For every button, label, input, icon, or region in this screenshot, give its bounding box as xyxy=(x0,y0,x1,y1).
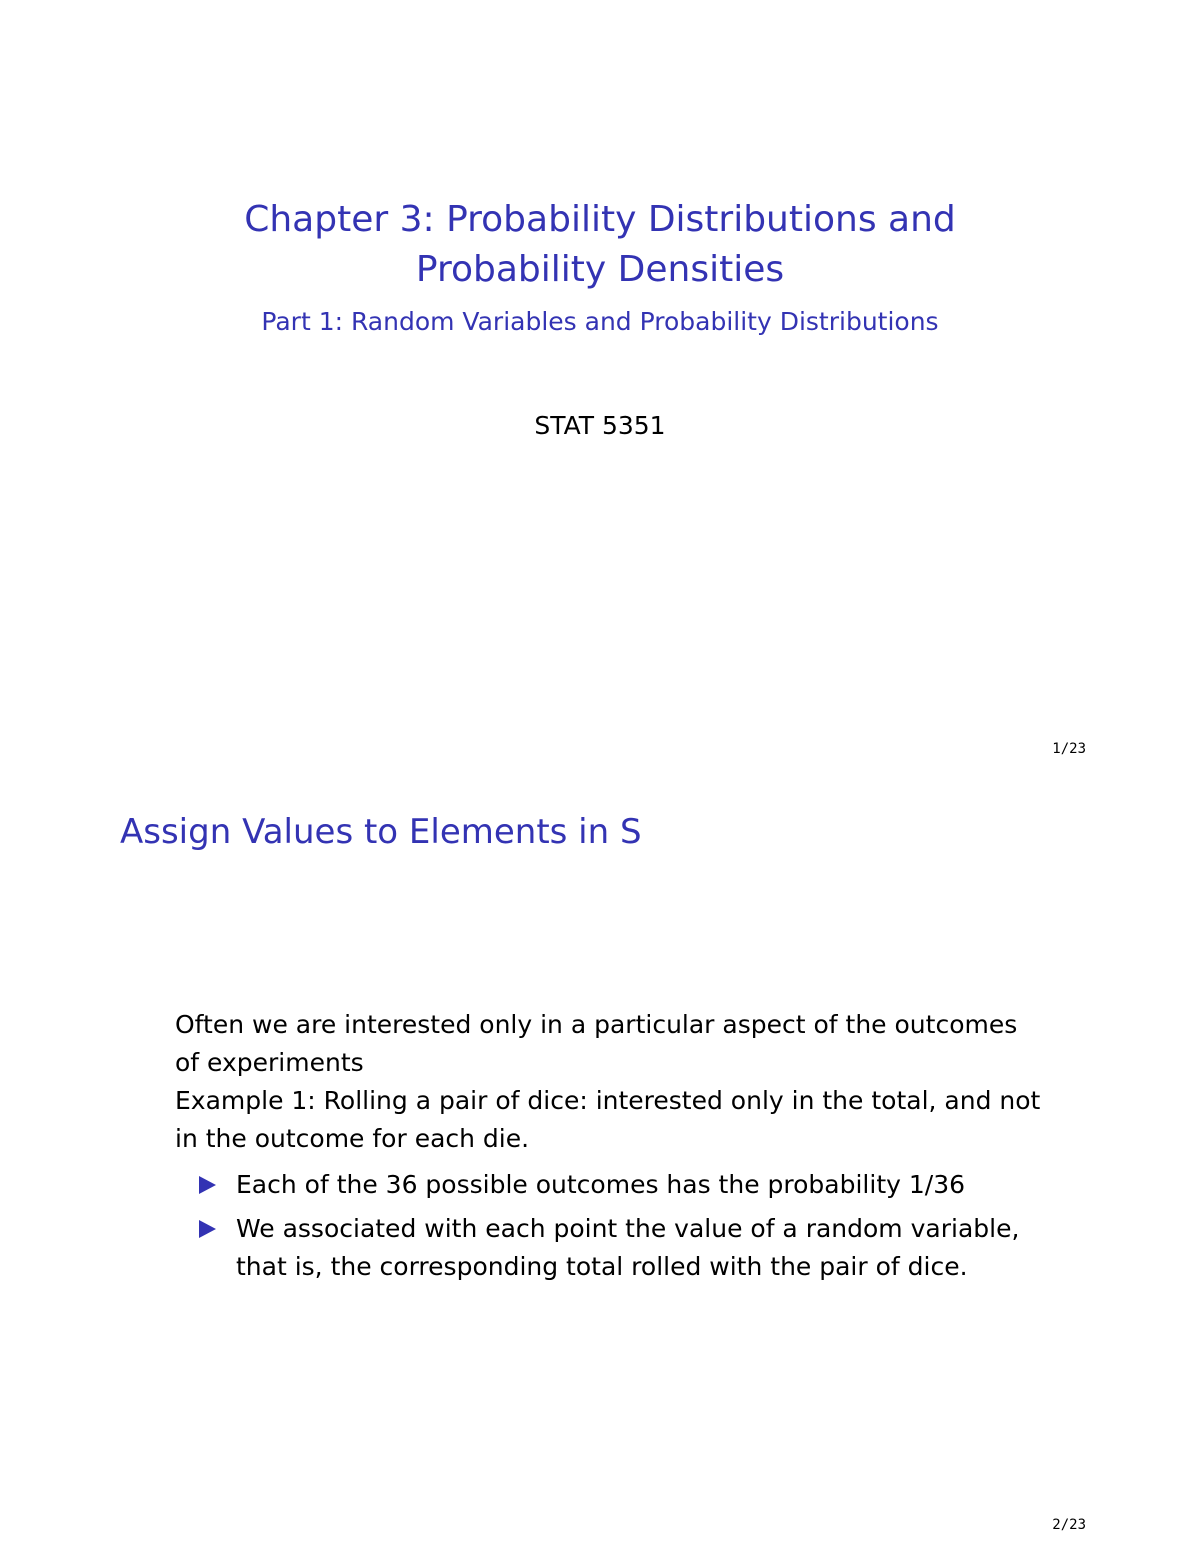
slide-subtitle: Part 1: Random Variables and Probability Distributions xyxy=(261,307,939,336)
frame-title: Assign Values to Elements in S xyxy=(120,812,642,852)
list-item xyxy=(175,1210,1045,1286)
slide-title-line-1: Chapter 3: Probability Distributions and xyxy=(244,199,956,240)
bullet-list xyxy=(175,1166,1045,1286)
slide-2 xyxy=(0,777,1200,1553)
body-paragraph-example: Example 1: Rolling a pair of dice: interested only in the total, and not in the outcome for each die. xyxy=(175,1086,1041,1153)
right-triangle-bullet-icon xyxy=(199,1176,216,1194)
list-item xyxy=(175,1166,1045,1204)
page-number: 2/23 xyxy=(1052,1517,1086,1533)
list-item-text: We associated with each point the value of a random variable, that is, the corresponding total rolled with the pair of dice. xyxy=(236,1214,1020,1281)
right-triangle-bullet-icon xyxy=(199,1220,216,1238)
course-code: STAT 5351 xyxy=(534,411,666,440)
page-number: 1/23 xyxy=(1052,741,1086,757)
slide-body xyxy=(175,1006,1045,1292)
slide-title-line-2: Probability Densities xyxy=(415,249,785,290)
body-paragraph-intro: Often we are interested only in a particular aspect of the outcomes of experiments xyxy=(175,1010,1018,1077)
list-item-text: Each of the 36 possible outcomes has the probability 1/36 xyxy=(236,1170,966,1199)
